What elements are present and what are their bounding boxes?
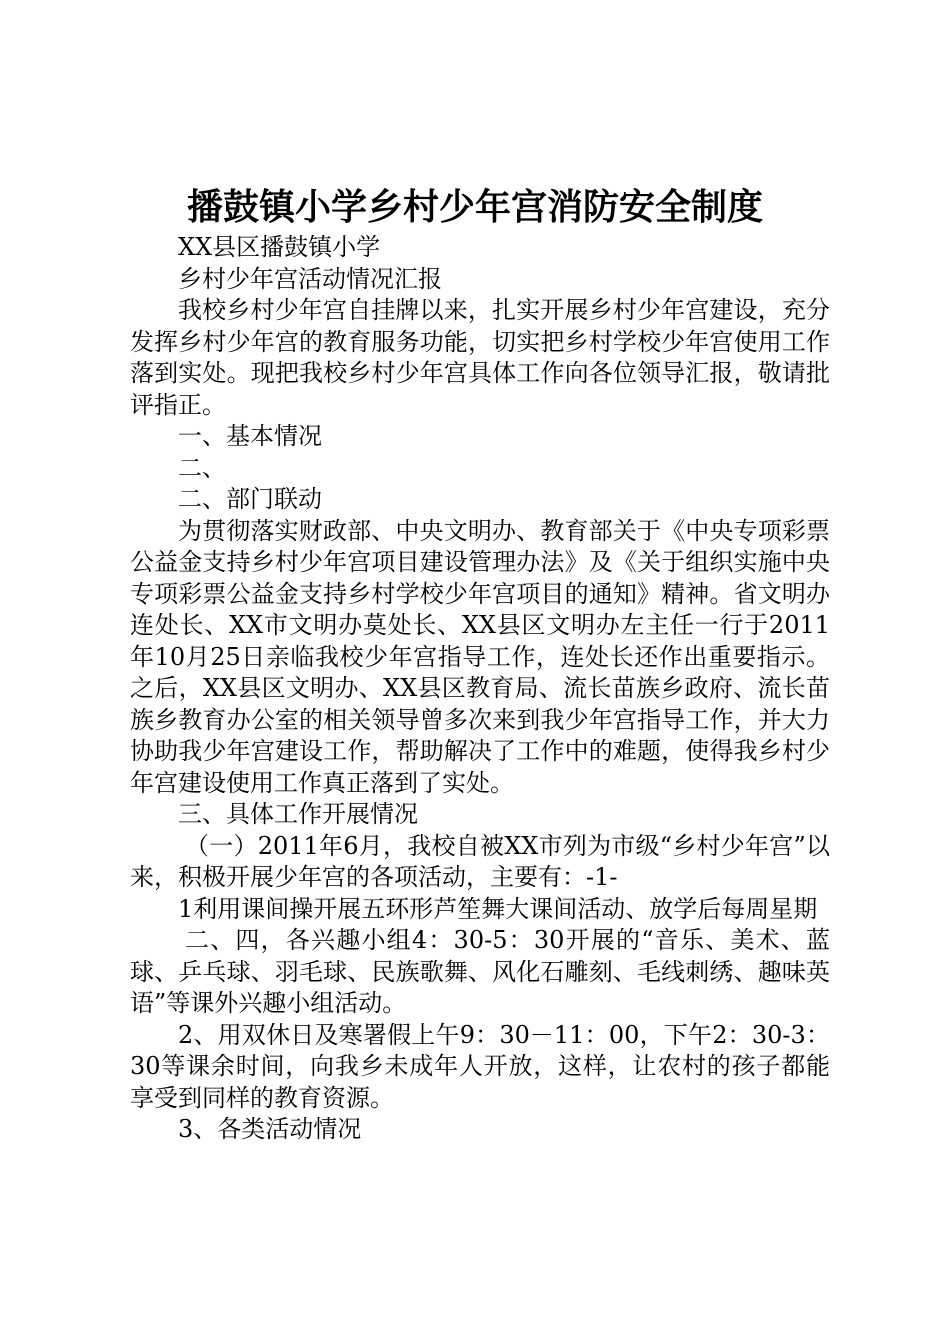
- report-subtitle: 乡村少年宫活动情况汇报: [178, 264, 442, 293]
- document-title: 播鼓镇小学乡村少年宫消防安全制度: [186, 186, 763, 228]
- work-item-1: 1利用课间操开展五环形芦笙舞大课间活动、放学后每周星期: [178, 894, 818, 923]
- document-body: [130, 232, 830, 1146]
- section-heading-basic: 一、基本情况: [178, 422, 322, 450]
- section-heading-two-empty: 二、: [178, 453, 226, 482]
- work-item-1-continued: 二、四，各兴趣小组4：30-5：30开展的“音乐、美术、蓝球、乒乓球、羽毛球、民族歌舞、风化石雕刻、毛线刺绣、趣味英语”等课外兴趣小组活动。: [130, 926, 830, 1017]
- intro-paragraph: 我校乡村少年宫自挂牌以来，扎实开展乡村少年宫建设，充分发挥乡村少年宫的教育服务功能，切实把乡村学校少年宫使用工作落到实处。现把我校乡村少年宫具体工作向各位领导汇报，敬请批评指正。: [130, 296, 830, 419]
- work-paragraph-1: （一）2011年6月，我校自被XX市列为市级“乡村少年宫”以来，积极开展少年宫的各项活动，主要有：-1-: [130, 831, 830, 891]
- work-item-3: 3、各类活动情况: [178, 1115, 362, 1143]
- departments-paragraph: 为贯彻落实财政部、中央文明办、教育部关于《中央专项彩票公益金支持乡村少年宫项目建设管理办法》及《关于组织实施中央专项彩票公益金支持乡村学校少年宫项目的通知》精神。省文明办连处长、XX市文明办莫处长、XX县区文明办左主任一行于2011年10月25日亲临我校少年宫指导工作，连处长还作出重要指示。之后，XX县区文明办、XX县区教育局、流长苗族乡政府、流长苗族乡教育办公室的相关领导曾多次来到我少年宫指导工作，并大力协助我少年宫建设工作，帮助解决了工作中的难题，使得我乡村少年宫建设使用工作真正落到了实处。: [130, 516, 830, 797]
- section-heading-departments: 二、部门联动: [178, 485, 322, 513]
- school-name-line: XX县区播鼓镇小学: [178, 233, 381, 261]
- section-heading-work: 三、具体工作开展情况: [178, 800, 418, 828]
- work-item-2: 2、用双休日及寒署假上午9：30－11：00，下午2：30-3：30等课余时间，向我乡未成年人开放，这样，让农村的孩子都能享受到同样的教育资源。: [130, 1020, 830, 1112]
